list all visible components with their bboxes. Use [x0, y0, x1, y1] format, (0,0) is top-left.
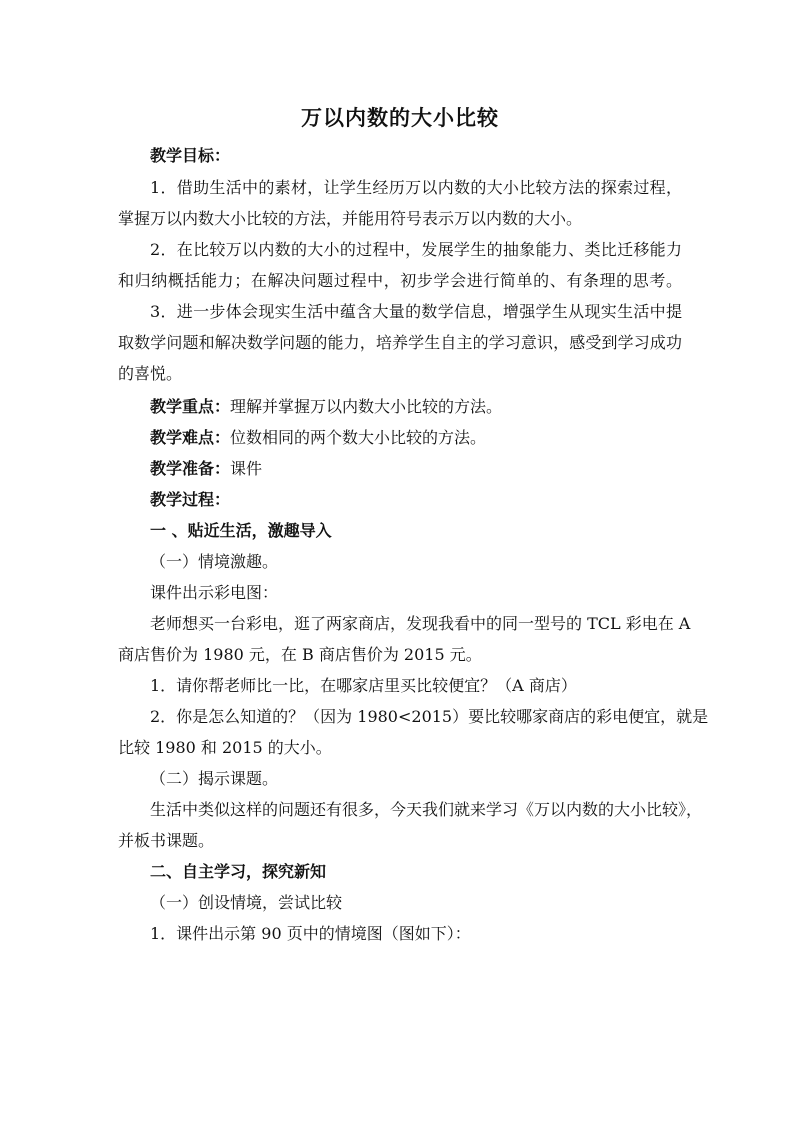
- difficulty-text: 位数相同的两个数大小比较的方法。: [230, 428, 487, 447]
- section-2-subheading-1: （一）创设情境，尝试比较: [150, 893, 343, 912]
- difficulty-label: 教学难点：: [150, 428, 231, 447]
- question-1: 1．请你帮老师比一比，在哪家店里买比较便宜？（A 商店）: [150, 676, 577, 695]
- question-2-line-1: 2．你是怎么知道的？（因为 1980<2015）要比较哪家商店的彩电便宜，就是: [150, 707, 709, 726]
- goal-3-line-1: 3．进一步体会现实生活中蕴含大量的数学信息，增强学生从现实生活中提: [150, 302, 682, 321]
- goal-2-line-2: 和归纳概括能力；在解决问题过程中，初步学会进行简单的、有条理的思考。: [118, 271, 682, 290]
- process-heading: 教学过程：: [150, 490, 231, 509]
- key-point-text: 理解并掌握万以内数大小比较的方法。: [230, 397, 503, 416]
- goal-2-line-1: 2．在比较万以内数的大小的过程中，发展学生的抽象能力、类比迁移能力: [150, 240, 682, 259]
- goal-3-line-3: 的喜悦。: [118, 364, 183, 383]
- section-1-heading: 一 、贴近生活，激趣导入: [150, 521, 332, 540]
- section-2-heading: 二、自主学习，探究新知: [150, 862, 327, 881]
- section-1-subheading-2: （二）揭示课题。: [150, 769, 279, 788]
- question-2-line-2: 比较 1980 和 2015 的大小。: [118, 738, 332, 757]
- story-line-1: 老师想买一台彩电，逛了两家商店，发现我看中的同一型号的 TCL 彩电在 A: [150, 614, 691, 633]
- courseware-line: 课件出示彩电图：: [150, 583, 279, 602]
- section-1-subheading-1: （一）情境激趣。: [150, 552, 279, 571]
- section-2-item-1: 1．课件出示第 90 页中的情境图（图如下）：: [150, 924, 471, 943]
- document-title: 万以内数的大小比较: [301, 105, 499, 130]
- topic-line-1: 生活中类似这样的问题还有很多，今天我们就来学习《万以内数的大小比较》，: [150, 800, 703, 819]
- key-point-label: 教学重点：: [150, 397, 231, 416]
- key-point: [150, 396, 502, 418]
- story-line-2: 商店售价为 1980 元，在 B 商店售价为 2015 元。: [118, 645, 482, 664]
- difficulty-point: [150, 427, 486, 449]
- topic-line-2: 并板书课题。: [118, 831, 215, 850]
- goals-heading: 教学目标：: [150, 146, 231, 165]
- preparation: [150, 458, 262, 480]
- preparation-label: 教学准备：: [150, 459, 231, 478]
- goal-3-line-2: 取数学问题和解决数学问题的能力，培养学生自主的学习意识，感受到学习成功: [118, 333, 682, 352]
- goal-1-line-1: 1．借助生活中的素材，让学生经历万以内数的大小比较方法的探索过程，: [150, 178, 682, 197]
- goal-1-line-2: 掌握万以内数大小比较的方法，并能用符号表示万以内数的大小。: [118, 209, 583, 228]
- preparation-text: 课件: [230, 459, 263, 478]
